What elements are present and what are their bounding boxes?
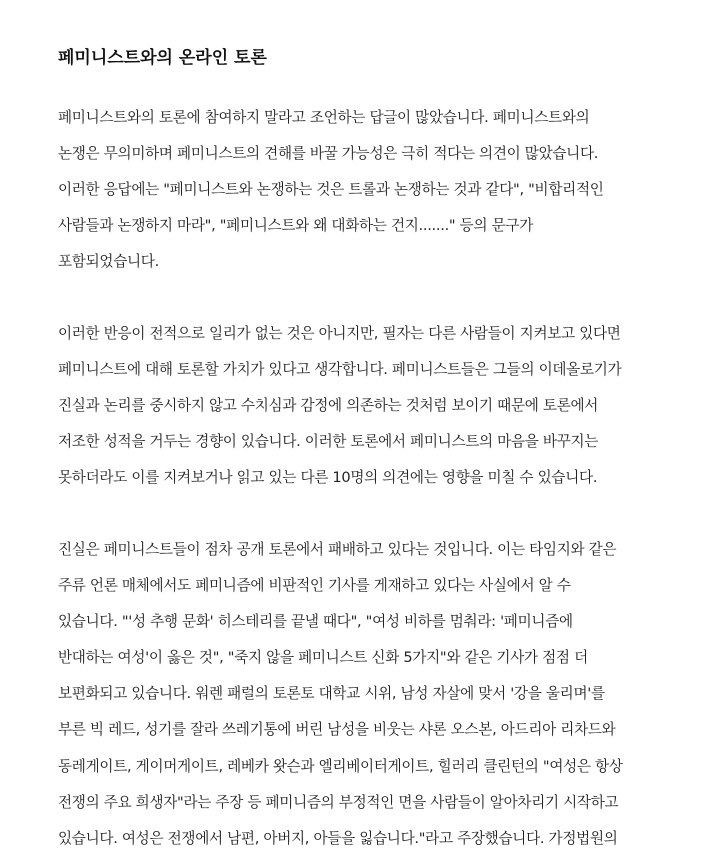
- paragraph-line: 사람들과 논쟁하지 마라", "페미니스트와 왜 대화하는 건지......." 등의 문구가: [58, 217, 533, 235]
- paragraph-1: [58, 100, 698, 280]
- paragraph-line: 페미니스트에 대해 토론할 가치가 있다고 생각합니다. 페미니스트들은 그들의 이데올로기가: [58, 361, 622, 379]
- paragraph-line: 이러한 응답에는 "페미니스트와 논쟁하는 것은 트롤과 논쟁하는 것과 같다", "비합리적인: [58, 181, 604, 199]
- paragraph-line: 부른 빅 레드, 성기를 잘라 쓰레기통에 버린 남성을 비웃는 샤론 오스본, 아드리아 리차드와: [58, 721, 616, 739]
- paragraph-line: 페미니스트와의 토론에 참여하지 말라고 조언하는 답글이 많았습니다. 페미니스트와의: [58, 109, 590, 126]
- paragraph-line: 논쟁은 무의미하며 페미니스트의 견해를 바꿀 가능성은 극히 적다는 의견이 많았습니다.: [58, 145, 599, 163]
- article-title: 페미니스트와의 온라인 토론: [58, 48, 267, 69]
- paragraph-line: 이러한 반응이 전적으로 일리가 없는 것은 아니지만, 필자는 다른 사람들이 지켜보고 있다면: [58, 325, 621, 342]
- paragraph-line: 동레게이트, 게이머게이트, 레베카 왓슨과 엘리베이터게이트, 힐러리 클린턴의 "여성은 항상: [58, 757, 623, 775]
- paragraph-line: 포함되었습니다.: [58, 253, 159, 271]
- paragraph-line: 못하더라도 이를 지켜보거나 읽고 있는 다른 10명의 의견에는 영향을 미칠 수 있습니다.: [58, 469, 598, 487]
- paragraph-line: 보편화되고 있습니다. 워렌 패럴의 토론토 대학교 시위, 남성 자살에 맞서 '강을 울리며'를: [58, 685, 605, 703]
- paragraph-2: [58, 316, 698, 496]
- paragraph-line: 있습니다. "'성 추행 문화' 히스테리를 끝낼 때다", "여성 비하를 멈춰라: '페미니즘에: [58, 613, 573, 631]
- paragraph-line: 진실은 페미니스트들이 점차 공개 토론에서 패배하고 있다는 것입니다. 이는 타임지와 같은: [58, 541, 617, 558]
- paragraph-line: 주류 언론 매체에서도 페미니즘에 비판적인 기사를 게재하고 있다는 사실에서 알 수: [58, 577, 571, 595]
- paragraph-line: 전쟁의 주요 희생자"라는 주장 등 페미니즘의 부정적인 면을 사람들이 알아차리기 시작하고: [58, 793, 619, 811]
- paragraph-line: 있습니다. 여성은 전쟁에서 남편, 아버지, 아들을 잃습니다."라고 주장했습니다. 가정법원의: [58, 829, 618, 847]
- paragraph-3: [58, 532, 698, 857]
- paragraph-line: 저조한 성적을 거두는 경향이 있습니다. 이러한 토론에서 페미니스트의 마음을 바꾸지는: [58, 433, 599, 451]
- paragraph-line: 진실과 논리를 중시하지 않고 수치심과 감정에 의존하는 것처럼 보이기 때문에 토론에서: [58, 397, 599, 415]
- paragraph-line: 반대하는 여성'이 옳은 것", "죽지 않을 페미니스트 신화 5가지"와 같은 기사가 점점 더: [58, 649, 588, 667]
